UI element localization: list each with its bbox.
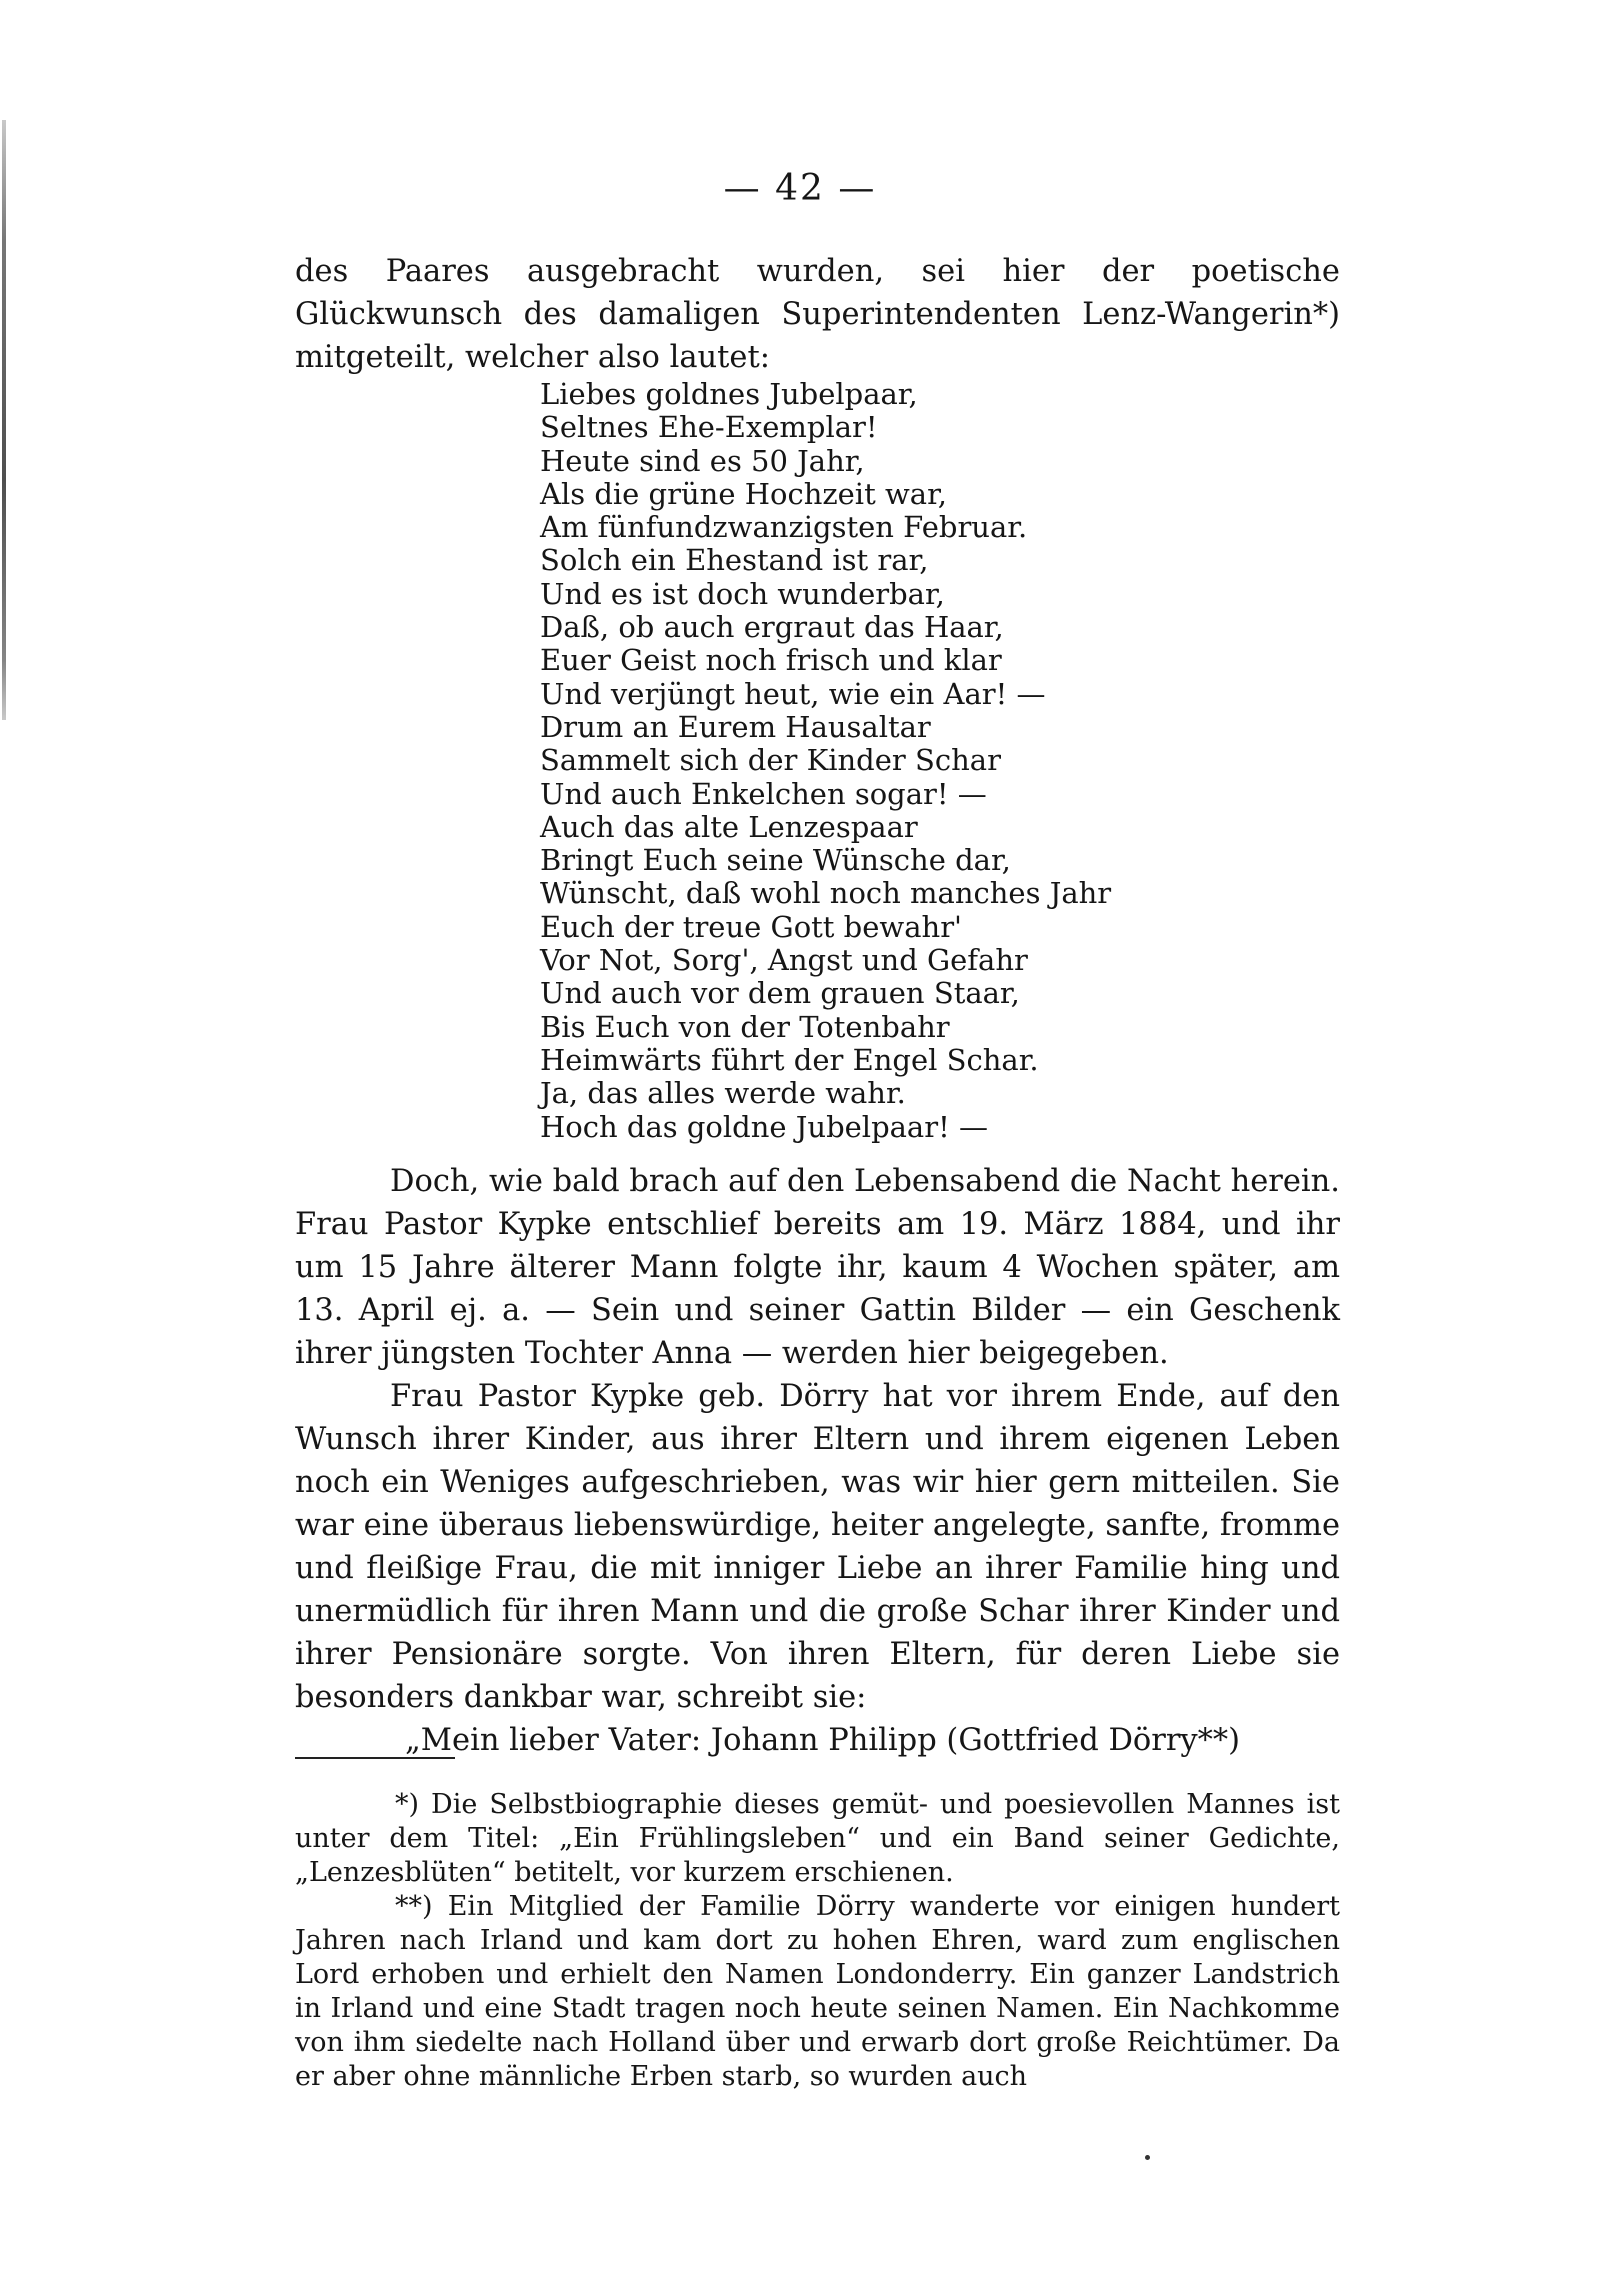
body-paragraph: Frau Pastor Kypke geb. Dörry hat vor ihrem Ende, auf den Wunsch ihrer Kinder, aus ihrer Eltern und ihrem eigenen Leben noch ein Weniges aufgeschrieben, was wir hier gern mitteilen. Sie war eine überaus liebenswürdige, heiter angelegte, sanfte, fromme und fleißige Frau, die mit inniger Liebe an ihrer Familie hing und unermüdlich für ihren Mann und die große Schar ihrer Kinder und ihrer Pensionäre sorgte. Von ihren Eltern, für deren Liebe sie besonders dankbar war, schreibt sie: [295,1379,1340,1715]
poem-line: Wünscht, daß wohl noch manches Jahr [540,876,1112,911]
poem-line: Als die grüne Hochzeit war, [540,476,947,511]
intro-section [295,250,1340,379]
poem-line: Euch der treue Gott bewahr' [540,909,963,944]
print-speck [1145,2155,1150,2160]
poem-line: Euer Geist noch frisch und klar [540,643,1002,678]
poem-line: Ja, das alles werde wahr. [540,1076,906,1111]
poem-line: Seltnes Ehe-Exemplar! [540,410,878,445]
poem-line: Heute sind es 50 Jahr, [540,443,865,478]
poem-line: Und es ist doch wunderbar, [540,576,945,611]
poem-line: Sammelt sich der Kinder Schar [540,743,1001,778]
poem-line: Solch ein Ehestand ist rar, [540,543,929,578]
poem-line: Am fünfundzwanzigsten Februar. [540,510,1028,545]
body-paragraph: Doch, wie bald brach auf den Lebensabend die Nacht herein. Frau Pastor Kypke entschlief bereits am 19. März 1884, und ihr um 15 Jahre älterer Mann folgte ihr, kaum 4 Wochen später, am 13. April ej. a. — Sein und seiner Gattin Bilder — ein Geschenk ihrer jüngsten Tochter Anna — werden hier beigegeben. [295,1164,1340,1371]
main-text [295,1160,1340,1762]
poem-line: Und auch Enkelchen sogar! — [540,776,987,811]
poem-line: Daß, ob auch ergraut das Haar, [540,610,1004,645]
poem-line: Und auch vor dem grauen Staar, [540,976,1020,1011]
footnotes [295,1788,1340,2094]
page-number: — 42 — [723,168,877,209]
poem-line: Bis Euch von der Totenbahr [540,1009,950,1044]
footnote: *) Die Selbstbiographie dieses gemüt- und poesievollen Mannes ist unter dem Titel: „Ein Frühlingsleben“ und ein Band seiner Gedichte, „Lenzesblüten“ betitelt, vor kurzem erschienen. [295,1789,1340,1888]
poem-line: Und verjüngt heut, wie ein Aar! — [540,676,1046,711]
poem-line: Liebes goldnes Jubelpaar, [540,377,918,411]
poem-line: Bringt Euch seine Wünsche dar, [540,843,1011,878]
poem-line: Heimwärts führt der Engel Schar. [540,1042,1039,1077]
footnote: **) Ein Mitglied der Familie Dörry wanderte vor einigen hundert Jahren nach Irland und kam dort zu hohen Ehren, ward zum englischen Lord erhoben und erhielt den Namen Londonderry. Ein ganzer Landstrich in Irland und eine Stadt tragen noch heute seinen Namen. Ein Nachkomme von ihm siedelte nach Holland über und erwarb dort große Reichtümer. Da er aber ohne männliche Erben starb, so wurden auch [295,1891,1340,2092]
poem-line: Auch das alte Lenzespaar [540,809,918,844]
poem-line: Hoch das goldne Jubelpaar! — [540,1109,988,1144]
poem [540,378,1111,1144]
quote-line: „Mein lieber Vater: Johann Philipp (Gottfried Dörry**) [405,1723,1241,1758]
footnote-divider [295,1757,455,1759]
poem-line: Vor Not, Sorg', Angst und Gefahr [540,943,1028,978]
intro-paragraph: des Paares ausgebracht wurden, sei hier der poetische Glückwunsch des damaligen Superintendenten Lenz-Wangerin*) mitgeteilt, welcher also lautet: [295,254,1340,375]
scan-edge-mark [2,120,6,720]
poem-line: Drum an Eurem Hausaltar [540,709,931,744]
